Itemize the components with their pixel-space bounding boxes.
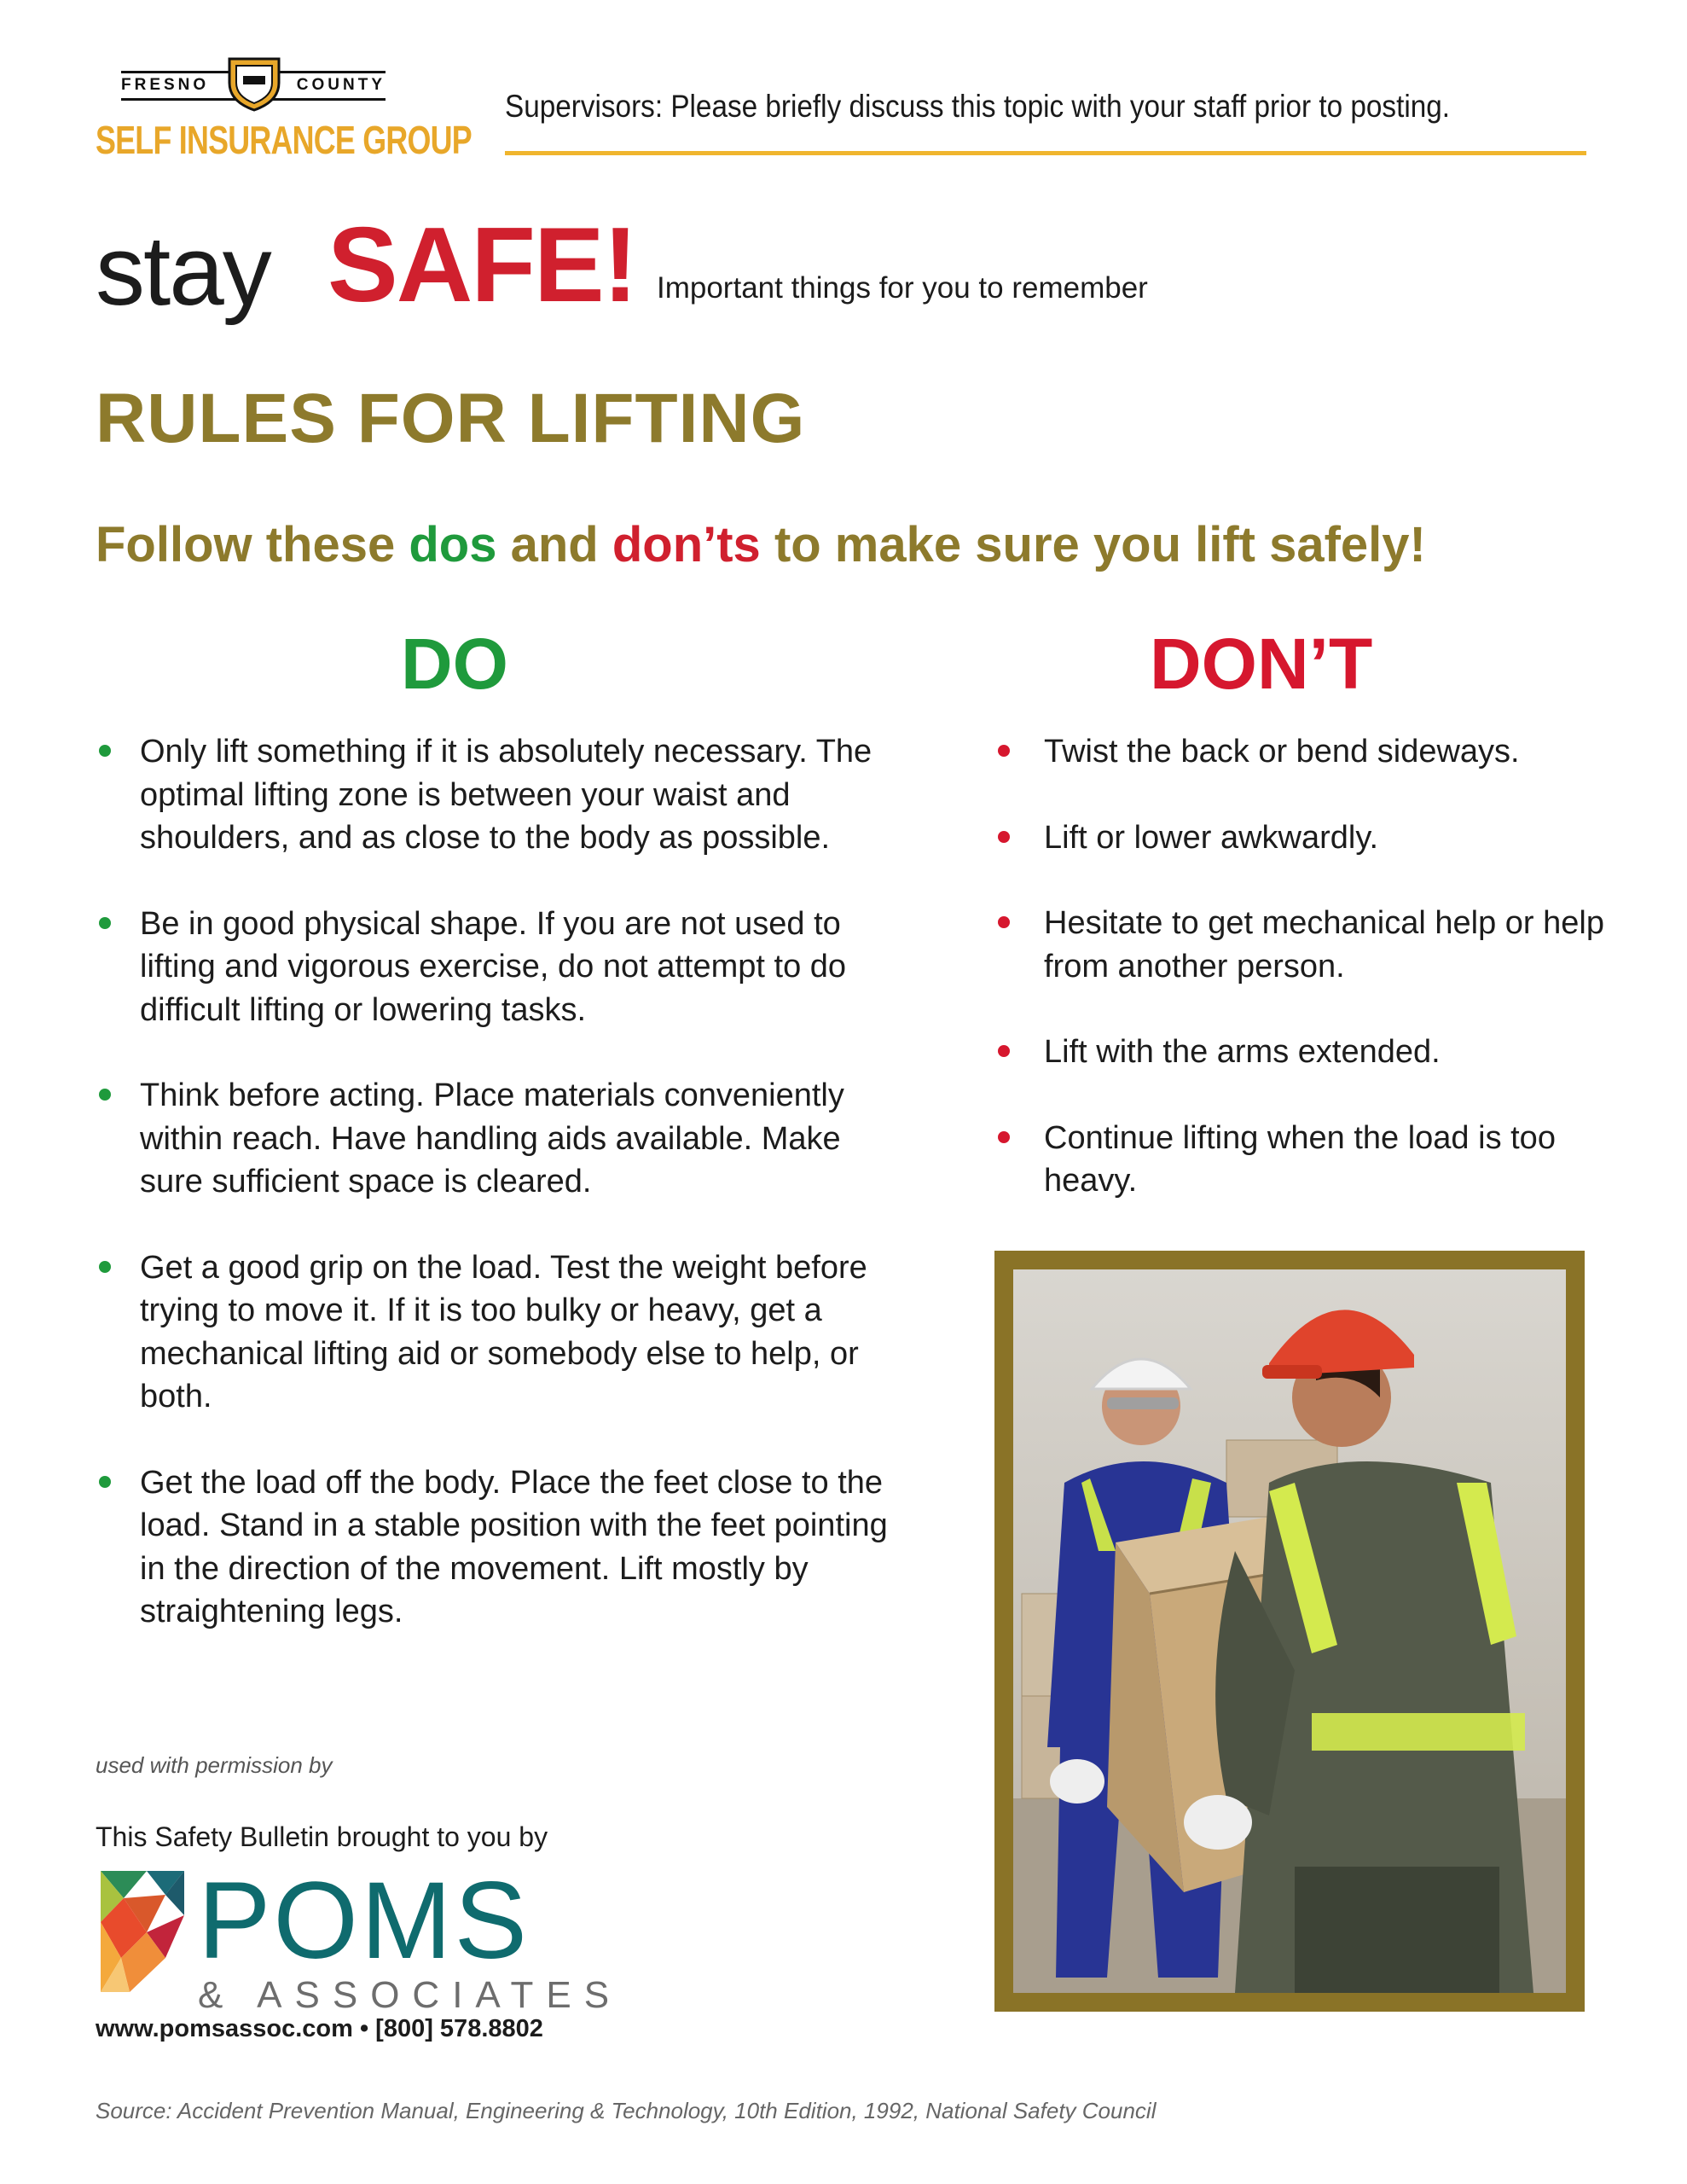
intro-part2: and [496,517,612,572]
red-bullet-icon [998,1045,1010,1057]
red-bullet-icon [998,1131,1010,1143]
dont-item [996,1117,1610,1203]
green-bullet-icon [99,745,111,757]
contact-info: www.pomsassoc.com • [800] 578.8802 [96,2015,543,2042]
dont-item-text: Lift or lower awkwardly. [1044,819,1379,856]
logo-fresno: FRESNO [121,76,210,94]
do-item-text: Think before acting. Place materials conveniently within reach. Have handling aids available. Make sure sufficient space is cleared. [140,1077,844,1199]
dont-item-text: Continue lifting when the load is too heavy. [1044,1119,1556,1199]
do-item [96,903,897,1032]
permission-note: used with permission by [96,1752,333,1778]
safe-text: SAFE! [328,206,636,324]
photo-frame [994,1251,1585,2012]
dont-item-text: Hesitate to get mechanical help or help from another person. [1044,905,1604,985]
dont-item [996,1031,1610,1074]
stay-text: stay [96,215,270,326]
poms-wordmark: POMS [198,1860,530,1982]
dont-list [996,730,1610,1246]
logo-group-name: SELF INSURANCE GROUP [96,118,472,162]
intro-part1: Follow these [96,517,409,572]
do-item [96,1461,897,1634]
do-list [96,730,897,1676]
intro-dos: dos [409,517,497,572]
do-item [96,730,897,860]
green-bullet-icon [99,1476,111,1488]
do-item-text: Only lift something if it is absolutely necessary. The optimal lifting zone is between your waist and shoulders, and as close to the body as possible. [140,734,872,856]
do-item-text: Get a good grip on the load. Test the weight before trying to move it. If it is too bulky or heavy, get a mechanical lifting aid or somebody else to help, or both. [140,1249,867,1414]
page-title: RULES FOR LIFTING [96,380,806,457]
logo-county: COUNTY [296,76,386,94]
green-bullet-icon [99,1089,111,1101]
red-bullet-icon [998,916,1010,928]
fresno-county-logo [96,47,472,166]
do-item-text: Be in good physical shape. If you are not used to lifting and vigorous exercise, do not attempt to do difficult lifting or lowering tasks. [140,905,847,1028]
intro-line [96,516,1426,573]
brought-by-text: This Safety Bulletin brought to you by [96,1821,548,1852]
county-seal-icon [226,52,282,112]
dont-item [996,816,1610,860]
do-item [96,1246,897,1419]
supervisors-note: Supervisors: Please briefly discuss this topic with your staff prior to posting. [505,89,1451,124]
dont-item [996,730,1610,774]
associates-wordmark: & ASSOCIATES [198,1974,623,2016]
banner-subtitle: Important things for you to remember [657,271,1148,305]
green-bullet-icon [99,1261,111,1273]
green-bullet-icon [99,917,111,929]
dont-item [996,902,1610,988]
source-citation: Source: Accident Prevention Manual, Engineering & Technology, 10th Edition, 1992, National Safety Council [96,2098,1157,2123]
workers-illustration [1013,1269,1566,1993]
red-bullet-icon [998,745,1010,757]
red-bullet-icon [998,831,1010,843]
intro-part3: to make sure you lift safely! [760,517,1426,572]
dont-heading: DON’T [1150,624,1373,704]
do-heading: DO [401,624,508,704]
dont-item-text: Lift with the arms extended. [1044,1034,1441,1070]
do-item [96,1074,897,1204]
dont-item-text: Twist the back or bend sideways. [1044,734,1520,770]
workers-lifting-photo [1013,1269,1566,1993]
header-divider [505,151,1586,155]
intro-donts: don’ts [612,517,761,572]
do-item-text: Get the load off the body. Place the feet close to the load. Stand in a stable position with the feet pointing in the direction of the movement. Lift mostly by straightening legs. [140,1464,888,1629]
